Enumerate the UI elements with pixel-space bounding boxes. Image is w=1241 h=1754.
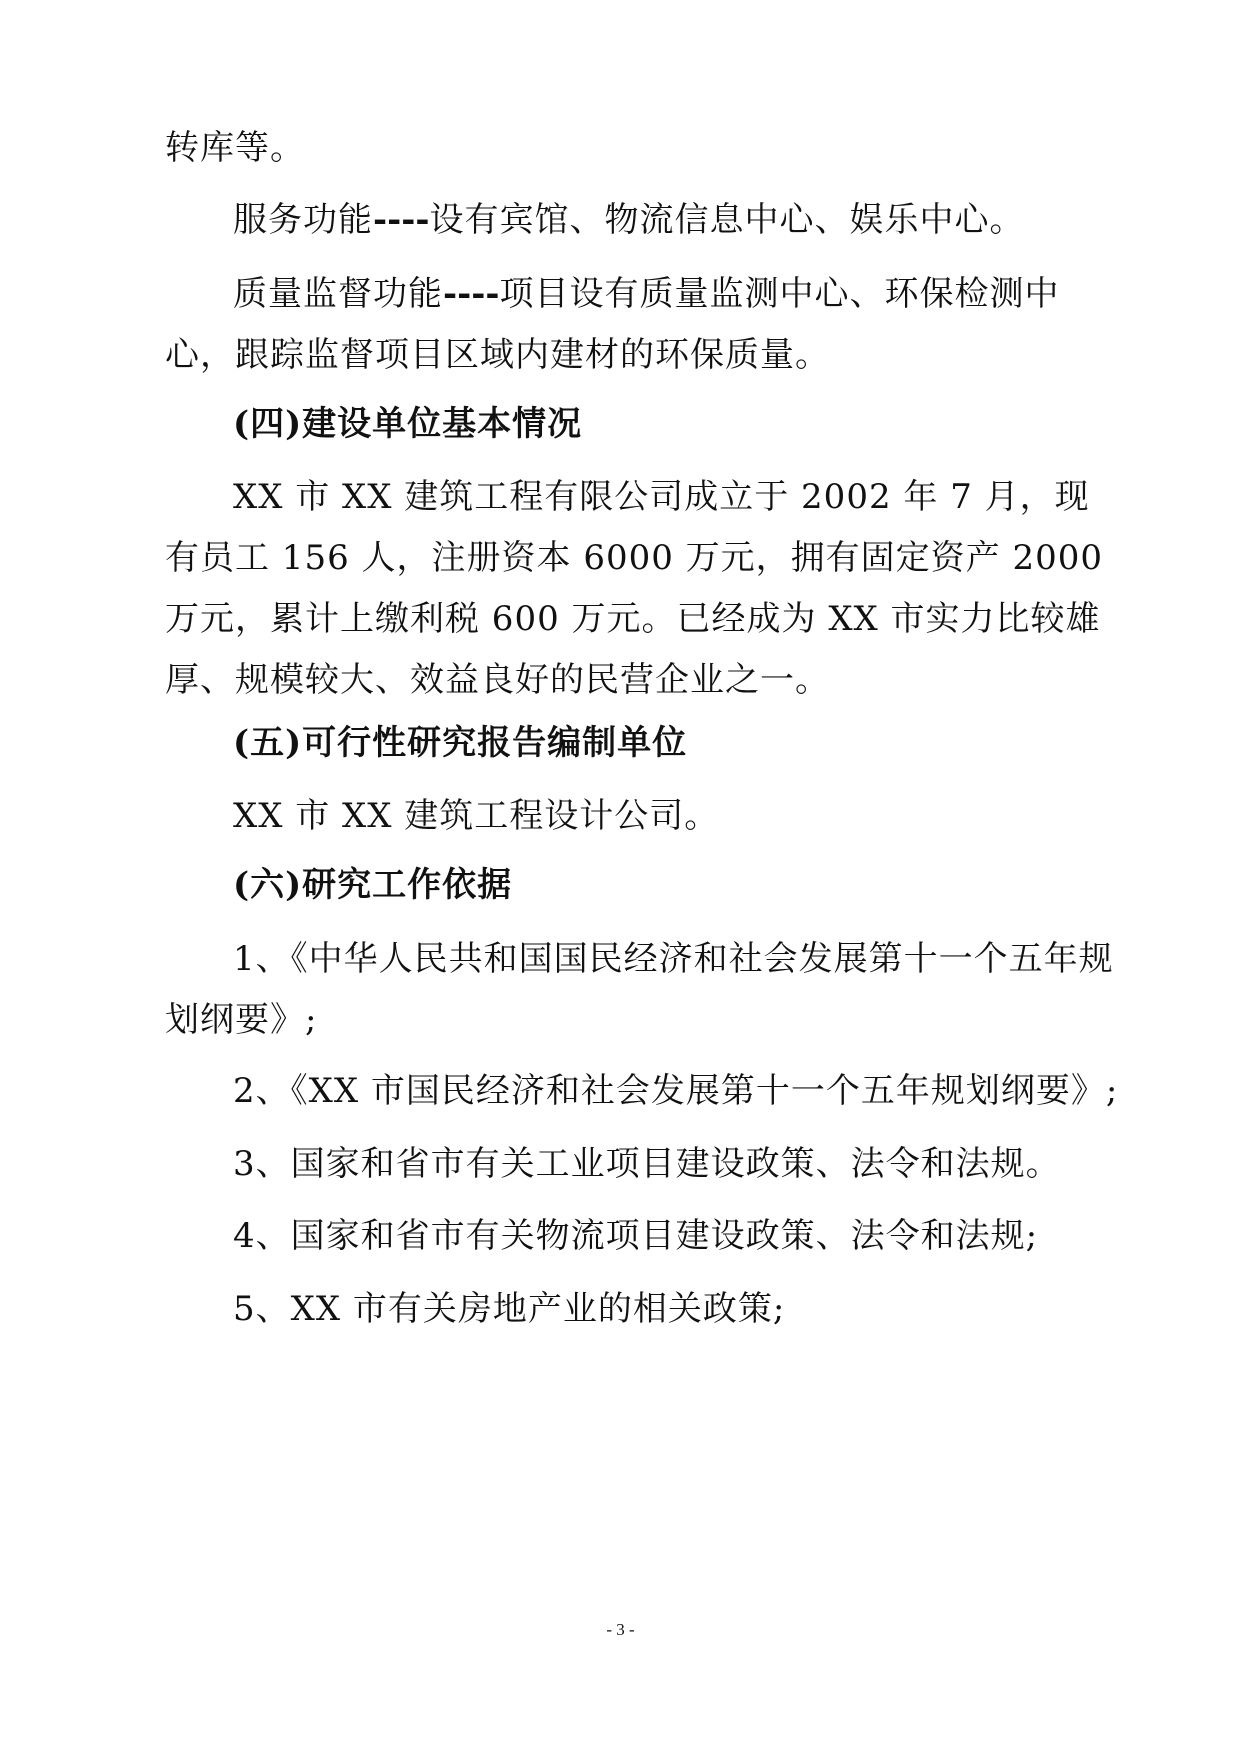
- basis-item-4: 4、国家和省市有关物流项目建设政策、法令和法规;: [233, 1216, 1039, 1256]
- paragraph-company-info: XX 市 XX 建筑工程有限公司成立于 2002 年 7 月，现有员工 156 人，注册资本 6000 万元，拥有固定资产 2000 万元，累计上缴利税 600 万元。已经成为 XX 市实力比较雄厚、规模较大、效益良好的民营企业之一。: [165, 477, 1103, 700]
- term-dash: ----: [373, 200, 430, 240]
- section-heading-5: (五)可行性研究报告编制单位: [233, 723, 688, 763]
- service-function-text: 设有宾馆、物流信息中心、娱乐中心。: [429, 200, 1025, 240]
- paragraph-continuation: 转库等。: [165, 128, 305, 168]
- term-service-function: 服务功能: [233, 200, 373, 240]
- paragraph-service-function: [165, 190, 1120, 251]
- page-number: - 3 -: [606, 1620, 635, 1639]
- term-dash: ----: [443, 274, 500, 314]
- basis-item-1: 1、《中华人民共和国国民经济和社会发展第十一个五年规划纲要》;: [165, 939, 1114, 1040]
- basis-item-5: 5、XX 市有关房地产业的相关政策;: [233, 1289, 786, 1329]
- paragraph-report-unit: XX 市 XX 建筑工程设计公司。: [233, 796, 720, 836]
- quality-function-text: 项目设有质量监测中心、环保检测中心，跟踪监督项目区域内建材的环保质量。: [165, 274, 1060, 375]
- paragraph-quality-function: [165, 264, 1120, 386]
- basis-item-3: 3、国家和省市有关工业项目建设政策、法令和法规。: [233, 1144, 1061, 1184]
- basis-item-2: 2、《XX 市国民经济和社会发展第十一个五年规划纲要》;: [233, 1071, 1119, 1111]
- section-heading-6: (六)研究工作依据: [233, 865, 513, 905]
- section-heading-4: (四)建设单位基本情况: [233, 404, 583, 444]
- term-quality-function: 质量监督功能: [233, 274, 443, 314]
